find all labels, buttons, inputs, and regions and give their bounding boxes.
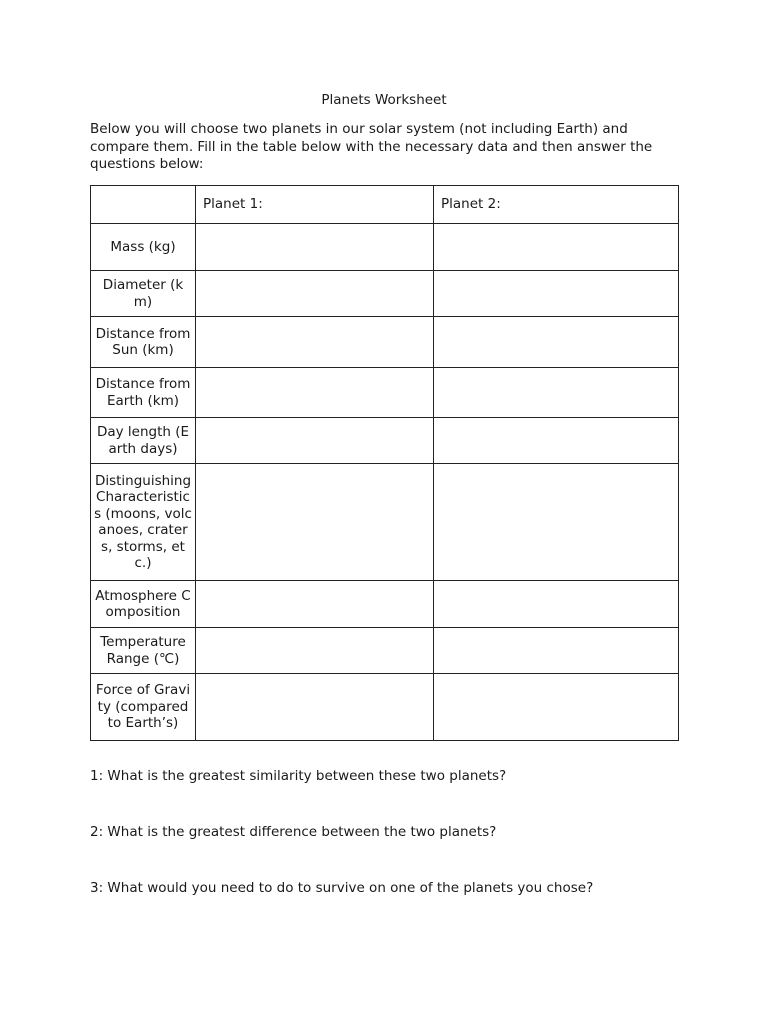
planet-1-day-length-cell[interactable] [196, 418, 434, 464]
planet-1-distance-earth-cell[interactable] [196, 368, 434, 418]
table-row-gravity [91, 674, 679, 741]
planet-1-characteristics-cell[interactable] [196, 464, 434, 581]
row-label: Force of Gravity (compared to Earth’s) [91, 674, 196, 741]
planet-2-distance-earth-cell[interactable] [434, 368, 679, 418]
table-row-day-length [91, 418, 679, 464]
table-corner-cell [91, 186, 196, 224]
row-label: Distance from Sun (km) [91, 317, 196, 368]
planet-2-gravity-cell[interactable] [434, 674, 679, 741]
row-label: Atmosphere Composition [91, 581, 196, 628]
planet-1-temperature-cell[interactable] [196, 628, 434, 674]
table-row-diameter [91, 271, 679, 317]
planet-2-diameter-cell[interactable] [434, 271, 679, 317]
page-title: Planets Worksheet [321, 92, 447, 108]
row-label: Day length (Earth days) [91, 418, 196, 464]
intro-paragraph: Below you will choose two planets in our solar system (not including Earth) and compare them. Fill in the table below with the necessary data and then answer the questions below: [90, 121, 653, 172]
table-row-distance-sun [91, 317, 679, 368]
row-label: Temperature Range (℃) [91, 628, 196, 674]
planet-2-atmosphere-cell[interactable] [434, 581, 679, 628]
planet-1-mass-cell[interactable] [196, 224, 434, 271]
planet-comparison-table [90, 185, 679, 741]
planet-2-distance-sun-cell[interactable] [434, 317, 679, 368]
table-row-temperature [91, 628, 679, 674]
planet-2-mass-cell[interactable] [434, 224, 679, 271]
planet-2-temperature-cell[interactable] [434, 628, 679, 674]
question-2: 2: What is the greatest difference between the two planets? [90, 824, 497, 840]
planet-1-atmosphere-cell[interactable] [196, 581, 434, 628]
planet-2-characteristics-cell[interactable] [434, 464, 679, 581]
planet-1-gravity-cell[interactable] [196, 674, 434, 741]
planet-1-distance-sun-cell[interactable] [196, 317, 434, 368]
row-label: Distance from Earth (km) [91, 368, 196, 418]
question-3: 3: What would you need to do to survive on one of the planets you chose? [90, 880, 594, 896]
table-row-characteristics [91, 464, 679, 581]
table-row-mass [91, 224, 679, 271]
table-row-atmosphere [91, 581, 679, 628]
table-row-distance-earth [91, 368, 679, 418]
planet-1-header: Planet 1: [196, 186, 434, 224]
planet-1-diameter-cell[interactable] [196, 271, 434, 317]
planet-2-day-length-cell[interactable] [434, 418, 679, 464]
question-1: 1: What is the greatest similarity between these two planets? [90, 768, 507, 784]
row-label: Diameter (km) [91, 271, 196, 317]
planet-2-header: Planet 2: [434, 186, 679, 224]
table-header-row [91, 186, 679, 224]
row-label: Distinguishing Characteristics (moons, volcanoes, craters, storms, etc.) [91, 464, 196, 581]
row-label: Mass (kg) [91, 224, 196, 271]
